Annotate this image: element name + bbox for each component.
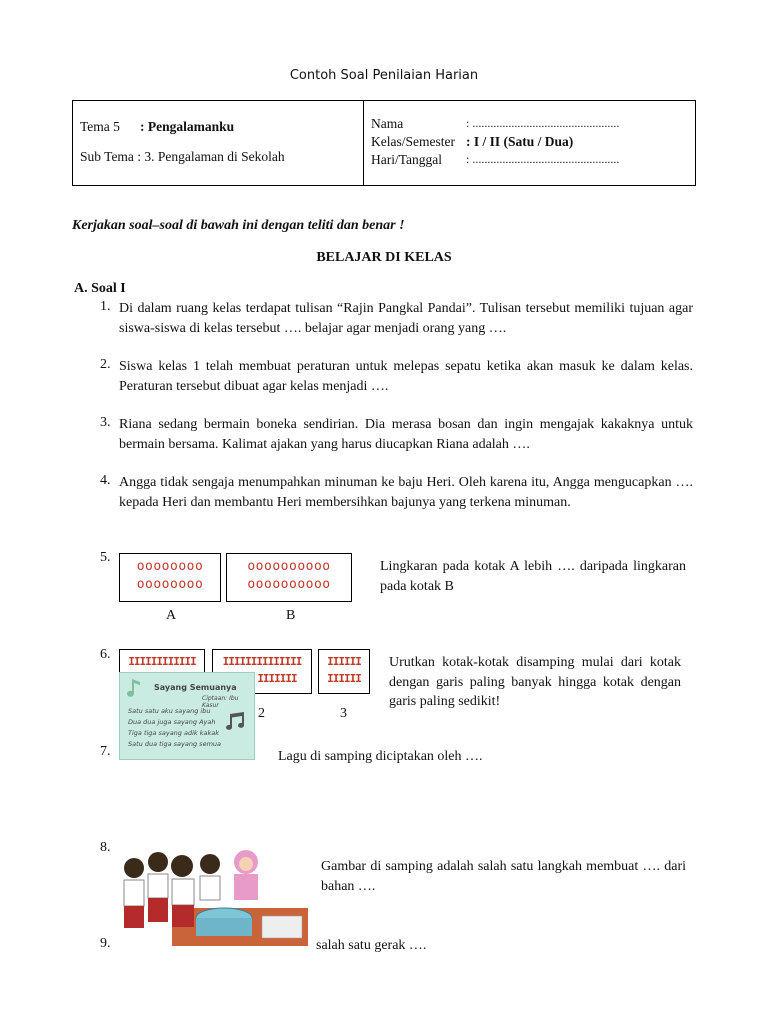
- q3-number: 3.: [100, 415, 111, 430]
- label-3: 3: [340, 706, 347, 721]
- box-a-row: oooooooo: [136, 577, 204, 592]
- q4-text: Angga tidak sengaja menumpahkan minuman ke baju Heri. Oleh karena itu, Angga mengucapkan …. kepada Heri dan membantu Heri membersihkan bajunya yang terkena minuman.: [119, 475, 693, 510]
- child-figure-hijab: [234, 850, 258, 900]
- q9-number: 9.: [100, 936, 111, 951]
- nama-label: Nama: [371, 116, 404, 131]
- music-note-icon: [126, 677, 142, 699]
- bar-box-3: [318, 649, 370, 694]
- box-a: [119, 553, 221, 602]
- box-b: [226, 553, 352, 602]
- nama-value: : .................................................: [466, 116, 620, 130]
- children-craft-illustration: [112, 846, 308, 946]
- q5-text: Lingkaran pada kotak A lebih …. daripada lingkaran pada kotak B: [380, 559, 686, 594]
- child-figure: [171, 855, 194, 927]
- basin-body: [196, 918, 252, 936]
- tema-label: Tema 5: [80, 119, 120, 134]
- song-line: Satu dua tiga sayang semua: [128, 740, 221, 748]
- box-a-row: oooooooo: [136, 559, 204, 574]
- song-card: [119, 672, 255, 760]
- info-table: [72, 100, 696, 186]
- label-a: A: [166, 608, 177, 623]
- song-line: Tiga tiga sayang adik kakak: [128, 729, 219, 737]
- worksheet-title: BELAJAR DI KELAS: [316, 250, 452, 265]
- instruction: Kerjakan soal–soal di bawah ini dengan teliti dan benar !: [72, 218, 405, 233]
- bar-box-3-row: IIIIII: [327, 655, 361, 668]
- child-figure: [200, 854, 220, 900]
- hari-value: : .................................................: [466, 152, 620, 166]
- bar-box-2-row: IIIIIII: [257, 672, 297, 685]
- q6-text: Urutkan kotak-kotak disamping mulai dari kotak dengan garis paling banyak hingga kotak dengan garis paling sedikit!: [389, 655, 681, 709]
- child-figure: [148, 852, 168, 922]
- song-title: Sayang Semuanya: [154, 683, 237, 692]
- q4-number: 4.: [100, 473, 111, 488]
- table-divider: [363, 101, 364, 185]
- bar-box-2-row: IIIIIIIIIIIIII: [222, 655, 302, 668]
- section-heading: A. Soal I: [74, 281, 126, 296]
- tema-value: : Pengalamanku: [140, 119, 235, 134]
- q1-text: Di dalam ruang kelas terdapat tulisan “Rajin Pangkal Pandai”. Tulisan tersebut memiliki tujuan agar siswa-siswa di kelas tersebut …. belajar agar menjadi orang yang ….: [119, 301, 693, 336]
- box-b-row: oooooooooo: [247, 559, 331, 574]
- bar-box-3-row: IIIIII: [327, 672, 361, 685]
- kelas-label: Kelas/Semester: [371, 134, 455, 149]
- q5-number: 5.: [100, 550, 111, 565]
- q2-number: 2.: [100, 357, 111, 372]
- song-line: Satu satu aku sayang ibu: [128, 707, 211, 715]
- q9-text: salah satu gerak ….: [316, 938, 427, 953]
- box-b-row: oooooooooo: [247, 577, 331, 592]
- q8-number: 8.: [100, 840, 111, 855]
- song-creator: Ciptaan: Ibu Kasur: [202, 695, 239, 709]
- q7-text: Lagu di samping diciptakan oleh ….: [278, 749, 483, 764]
- q3-text: Riana sedang bermain boneka sendirian. Dia merasa bosan dan ingin mengajak kakaknya untuk bermain bersama. Kalimat ajakan yang harus diucapkan Riana adalah ….: [119, 417, 693, 452]
- q8-text: Gambar di samping adalah salah satu langkah membuat …. dari bahan ….: [321, 859, 686, 894]
- paper-sheet: [262, 916, 302, 938]
- label-b: B: [286, 608, 296, 623]
- subtema: Sub Tema : 3. Pengalaman di Sekolah: [80, 149, 285, 164]
- page-header: Contoh Soal Penilaian Harian: [289, 68, 479, 83]
- music-notes-icon: [226, 711, 248, 731]
- q6-number: 6.: [100, 647, 111, 662]
- song-line: Dua dua juga sayang Ayah: [128, 718, 216, 726]
- q1-number: 1.: [100, 299, 111, 314]
- child-figure: [124, 858, 144, 928]
- label-2: 2: [258, 706, 265, 721]
- q2-text: Siswa kelas 1 telah membuat peraturan untuk melepas sepatu ketika akan masuk ke dalam kelas. Peraturan tersebut dibuat agar kelas menjadi ….: [119, 359, 693, 394]
- bar-box-1-row: IIIIIIIIIIII: [128, 655, 196, 668]
- kelas-value: : I / II (Satu / Dua): [466, 134, 574, 149]
- q7-number: 7.: [100, 744, 111, 759]
- hari-label: Hari/Tanggal: [371, 152, 443, 167]
